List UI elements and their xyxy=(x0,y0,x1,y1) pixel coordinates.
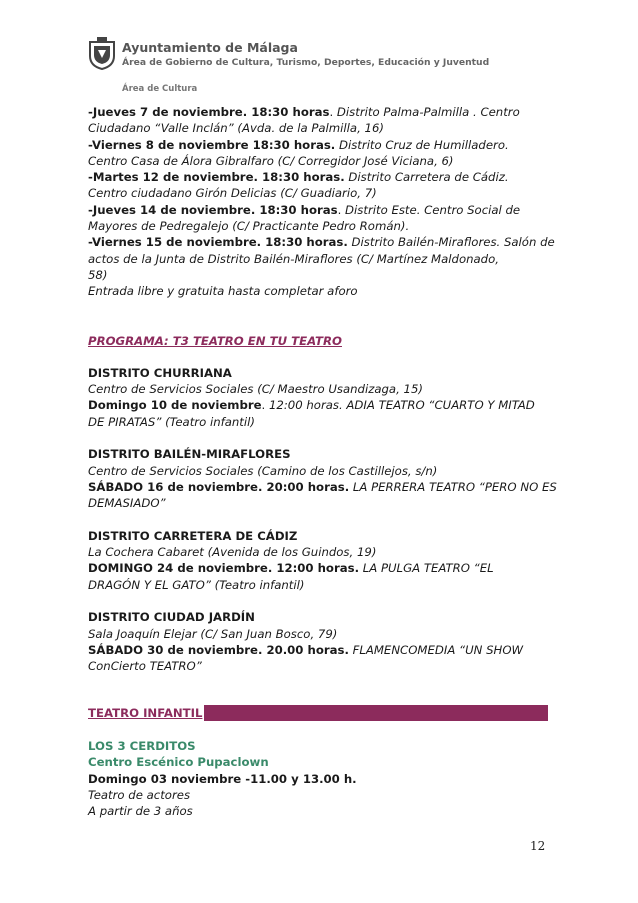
text-segment: Mayores de Pedregalejo (C/ Practicante Pedro Román). xyxy=(88,219,410,234)
text-line xyxy=(88,560,558,576)
text-line xyxy=(88,479,558,495)
text-line xyxy=(88,283,558,299)
text-segment: ConCierto TEATRO” xyxy=(88,659,202,674)
program-heading: PROGRAMA: T3 TEATRO EN TU TEATRO xyxy=(88,333,342,348)
text-segment: Ciudadano “Valle Inclán” (Avda. de la Palmilla, 16) xyxy=(88,121,384,136)
district-block xyxy=(88,446,558,527)
text-line xyxy=(88,642,558,658)
org-area: Área de Cultura xyxy=(122,84,198,94)
text-segment: Centro Casa de Álora Gibralfaro (C/ Corregidor José Viciana, 6) xyxy=(88,153,454,168)
text-segment: DRAGÓN Y EL GATO” (Teatro infantil) xyxy=(88,577,305,592)
intro-events xyxy=(88,104,558,300)
text-segment: DEMASIADO” xyxy=(88,496,166,511)
district-name: DISTRITO CIUDAD JARDÍN xyxy=(88,610,255,625)
text-line xyxy=(88,137,558,153)
city-crest-logo xyxy=(88,36,116,70)
show-venue: Centro Escénico Pupaclown xyxy=(88,755,269,770)
show-schedule: Domingo 03 noviembre -11.00 y 13.00 h. xyxy=(88,771,357,786)
page-header xyxy=(88,36,548,98)
text-segment: -Jueves 7 de noviembre. 18:30 horas xyxy=(88,105,330,119)
main-content xyxy=(88,104,558,675)
text-segment: DE PIRATAS” (Teatro infantil) xyxy=(88,414,255,429)
text-segment: LA PULGA TEATRO “EL xyxy=(359,561,494,576)
text-segment: Distrito Este. Centro Social de xyxy=(345,202,521,217)
text-line xyxy=(88,577,558,593)
text-line xyxy=(88,626,558,642)
text-segment: SÁBADO 30 de noviembre. 20.00 horas. xyxy=(88,642,349,657)
text-line xyxy=(88,544,558,560)
text-line xyxy=(88,414,558,430)
text-line xyxy=(88,658,558,674)
text-line xyxy=(88,381,558,397)
district-name: DISTRITO CHURRIANA xyxy=(88,365,232,380)
spacer xyxy=(88,593,558,609)
district-block xyxy=(88,609,558,674)
text-segment: actos de la Junta de Distrito Bailén-Miraflores (C/ Martínez Maldonado, xyxy=(88,251,499,266)
teatro-infantil-heading: TEATRO INFANTIL xyxy=(88,706,203,720)
text-line xyxy=(88,397,558,413)
district-name: DISTRITO BAILÉN-MIRAFLORES xyxy=(88,447,291,462)
org-subtitle: Área de Gobierno de Cultura, Turismo, Deportes, Educación y Juventud xyxy=(122,57,490,68)
text-segment: Distrito Bailén-Miraflores. Salón de xyxy=(347,235,555,250)
text-segment: Centro ciudadano Girón Delicias (C/ Guadiario, 7) xyxy=(88,186,377,201)
text-segment: Distrito Palma-Palmilla . Centro xyxy=(336,105,520,119)
text-segment: 58) xyxy=(88,267,108,282)
text-segment: . xyxy=(329,105,337,119)
show-title: LOS 3 CERDITOS xyxy=(88,739,196,753)
show-type: Teatro de actores xyxy=(88,787,191,802)
show-age: A partir de 3 años xyxy=(88,804,193,819)
text-segment: Centro de Servicios Sociales (C/ Maestro Usandizaga, 15) xyxy=(88,382,423,397)
text-segment: Sala Joaquín Elejar (C/ San Juan Bosco, 79) xyxy=(88,626,338,641)
district-block xyxy=(88,365,558,446)
text-segment: -Viernes 8 de noviembre 18:30 horas. xyxy=(88,137,336,152)
text-segment: Distrito Carretera de Cádiz. xyxy=(344,170,509,185)
text-line xyxy=(88,495,558,511)
text-segment: 12:00 horas. ADIA TEATRO “CUARTO Y MITAD xyxy=(268,398,535,413)
text-segment: -Viernes 15 de noviembre. 18:30 horas. xyxy=(88,235,348,250)
text-line xyxy=(88,251,558,267)
page-number: 12 xyxy=(530,839,546,853)
text-line xyxy=(88,463,558,479)
text-line xyxy=(88,169,558,185)
text-segment: Domingo 10 de noviembre xyxy=(88,398,262,413)
text-segment: . xyxy=(261,398,269,413)
text-line xyxy=(88,104,558,120)
org-title: Ayuntamiento de Málaga xyxy=(122,40,298,55)
text-segment: LA PERRERA TEATRO “PERO NO ES xyxy=(349,479,557,494)
teatro-infantil-section xyxy=(88,738,558,819)
text-segment: La Cochera Cabaret (Avenida de los Guindos, 19) xyxy=(88,545,377,560)
text-line xyxy=(88,120,558,136)
teatro-infantil-band xyxy=(88,705,548,721)
text-segment: -Jueves 14 de noviembre. 18:30 horas xyxy=(88,202,338,217)
text-segment: Centro de Servicios Sociales (Camino de los Castillejos, s/n) xyxy=(88,463,438,478)
text-segment: SÁBADO 16 de noviembre. 20:00 horas. xyxy=(88,479,350,494)
district-block xyxy=(88,528,558,609)
text-segment: . xyxy=(337,202,346,217)
district-list xyxy=(88,365,558,675)
text-segment: Distrito Cruz de Humilladero. xyxy=(335,137,509,152)
text-line xyxy=(88,267,558,283)
text-line xyxy=(88,153,558,169)
text-line xyxy=(88,218,558,234)
text-segment: -Martes 12 de noviembre. 18:30 horas. xyxy=(88,170,345,185)
spacer xyxy=(88,512,558,528)
spacer xyxy=(88,430,558,446)
text-segment: Entrada libre y gratuita hasta completar aforo xyxy=(88,284,358,299)
text-line xyxy=(88,234,558,250)
text-segment: FLAMENCOMEDIA “UN SHOW xyxy=(348,642,524,657)
text-line xyxy=(88,185,558,201)
text-line xyxy=(88,202,558,218)
text-segment: DOMINGO 24 de noviembre. 12:00 horas. xyxy=(88,561,360,576)
district-name: DISTRITO CARRETERA DE CÁDIZ xyxy=(88,528,298,543)
